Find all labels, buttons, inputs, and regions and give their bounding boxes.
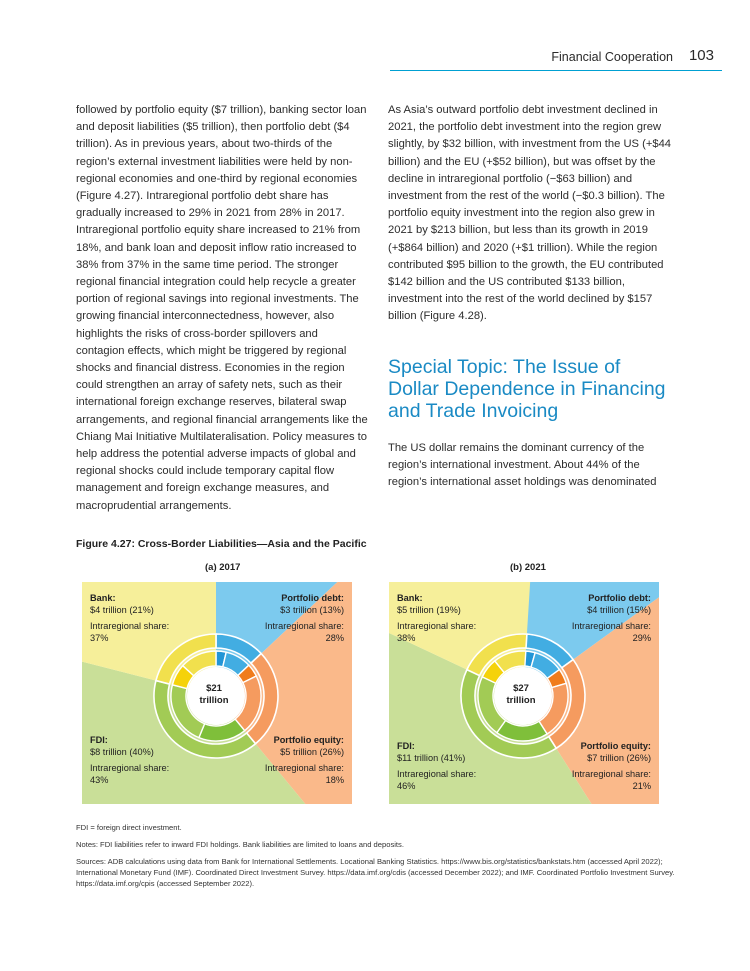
notes-text: Notes: FDI liabilities refer to inward FDI holdings. Bank liabilities are limited to loans and deposits. [76,840,404,849]
total-unit: trillion [199,695,229,706]
left-column [76,102,368,515]
label-equity [572,740,651,792]
label-fdi [90,734,169,786]
label-name: FDI: [90,735,108,745]
label-name: Portfolio debt: [281,593,344,603]
label-debt [572,592,651,644]
figure-notes [76,822,676,895]
panel-label-2017: (a) 2017 [205,562,241,573]
label-name: Portfolio debt: [588,593,651,603]
label-debt [265,592,344,644]
panel-2017 [82,582,352,804]
label-share: 43% [90,775,109,785]
donut-center-label [491,683,551,707]
donut-center-label [184,683,244,707]
label-share: 37% [90,633,109,643]
label-share: 46% [397,781,416,791]
label-amount: $5 trillion (19%) [397,605,461,615]
label-share-label: Intraregional share: [397,769,477,779]
label-share-label: Intraregional share: [90,621,170,631]
label-bank [397,592,476,644]
abbreviation-note: FDI = foreign direct investment. [76,823,182,832]
label-name: FDI: [397,741,415,751]
label-share: 29% [632,633,651,643]
body-paragraph: followed by portfolio equity ($7 trillion), banking sector loan and deposit liabilities ($5 trillion), then portfolio debt ($4 trillion). As in previous years, about two-thirds of the region’s external investment liabilities were held by non-regional economies and one-third by regional economies (Figure 4.27). Intraregional portfolio debt share has gradually increased to 29% in 2021 from 28% in 2017. Intraregional portfolio equity share increased to 21% from 18%, and bank loan and deposit inflow ratio increased to 38% from 37% in the same time period. The stronger regional financial integration could help recycle a greater portion of regional savings into regional investments. The growing financial interconnectedness, however, also highlights the risks of cross-border spillovers and contagion effects, which might be triggered by regional shocks and financial distress. Economies in the region could strengthen an array of safety nets, such as their international foreign exchange reserves, bilateral swap arrangements, and regional financial arrangements like the Chiang Mai Initiative Multilateralisation. Policy measures to help address the potential adverse impacts of global and regional shocks could include temporary capital flow management and foreign exchange measures, and macroprudential arrangements. [76,104,368,512]
label-equity [265,734,344,786]
label-amount: $5 trillion (26%) [280,747,344,757]
body-paragraph: As Asia’s outward portfolio debt investment declined in 2021, the portfolio debt investment into the region grew slightly, by $32 billion, with investment from the US (+$44 billion) and the EU (+$52 billion), but was offset by the decline in intraregional portfolio (−$63 billion) and investment from the rest of the world (−$0.3 billion). The portfolio equity investment into the region also grew in 2021 by $213 billion, but less than its growth in 2019 (+$864 billion) and 2020 (+$1 trillion). While the region contributed $95 billion to the growth, the EU contributed $142 billion and the US contributed $133 billion, investment into the rest of the world declined by $157 billion (Figure 4.28). [388,104,672,323]
label-amount: $11 trillion (41%) [397,753,466,763]
label-share: 18% [325,775,344,785]
label-bank [90,592,169,644]
label-amount: $7 trillion (26%) [587,753,651,763]
sources-text: Sources: ADB calculations using data from Bank for International Settlements. Locational Banking Statistics. https://www.bis.org/statistics/bankstats.htm (accessed April 2022); International Monetary Fund (IMF). Coordinated Direct Investment Survey. https://data.imf.org/cdis (accessed December 2022); and IMF. Coordinated Portfolio Investment Survey. https://data.imf.org/cpis (accessed September 2022). [76,857,675,888]
total-value: $27 [513,683,529,694]
label-amount: $3 trillion (13%) [280,605,344,615]
total-unit: trillion [506,695,536,706]
page-number: 103 [688,47,714,64]
label-share-label: Intraregional share: [397,621,477,631]
label-amount: $8 trillion (40%) [90,747,154,757]
label-amount: $4 trillion (21%) [90,605,154,615]
label-share-label: Intraregional share: [90,763,170,773]
chapter-title: Financial Cooperation [551,50,673,64]
label-name: Portfolio equity: [580,741,651,751]
label-name: Bank: [397,593,423,603]
header-rule [390,70,722,71]
right-column [388,102,674,491]
panel-2021 [389,582,659,804]
page-header [0,0,750,72]
label-share: 38% [397,633,416,643]
label-share-label: Intraregional share: [264,621,344,631]
label-share-label: Intraregional share: [264,763,344,773]
figure-title: Figure 4.27: Cross-Border Liabilities—Asia and the Pacific [76,538,367,550]
panel-label-2021: (b) 2021 [510,562,546,573]
label-fdi [397,740,476,792]
body-paragraph: The US dollar remains the dominant currency of the region’s international investment. About 44% of the region’s international asset holdings was denominated [388,441,657,489]
label-share-label: Intraregional share: [571,769,651,779]
label-share: 21% [632,781,651,791]
label-amount: $4 trillion (15%) [587,605,651,615]
label-name: Bank: [90,593,116,603]
label-share: 28% [325,633,344,643]
label-name: Portfolio equity: [273,735,344,745]
label-share-label: Intraregional share: [571,621,651,631]
section-heading: Special Topic: The Issue of Dollar Dependence in Financing and Trade Invoicing [388,355,666,422]
total-value: $21 [206,683,222,694]
